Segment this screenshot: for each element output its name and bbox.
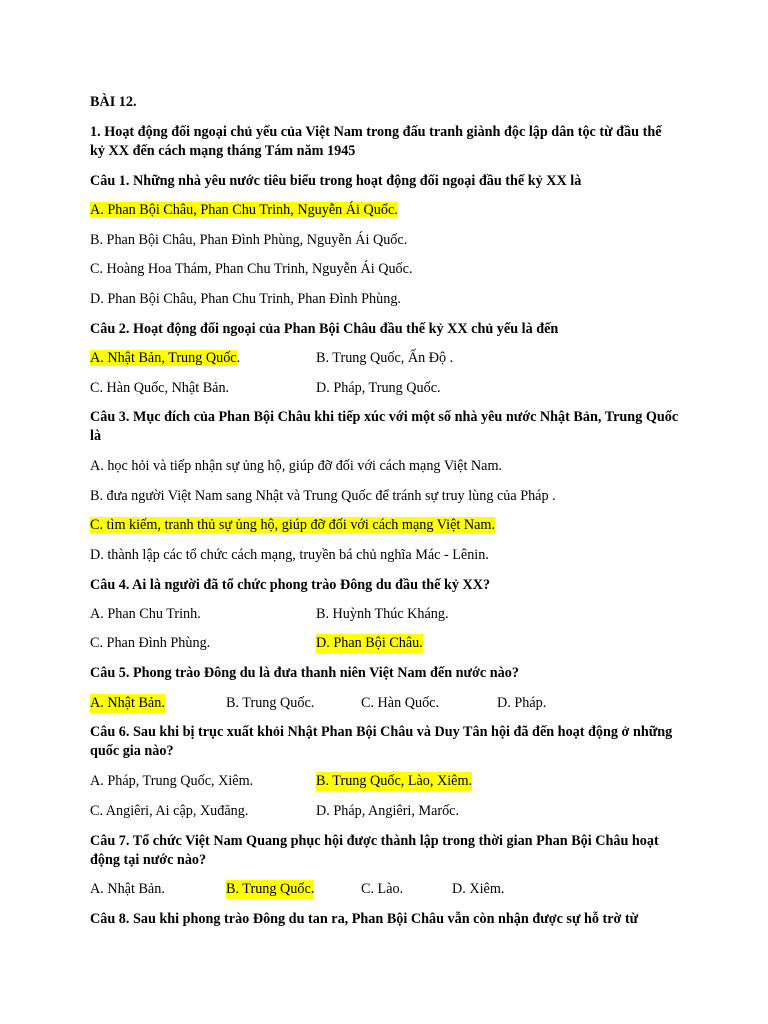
q5-answer-a: A. Nhật Bản.	[90, 695, 165, 711]
q4-answer-d: D. Phan Bội Châu.	[316, 635, 423, 651]
section-heading: 1. Hoạt động đối ngoại chủ yếu của Việt Nam trong đấu tranh giành độc lập dân tộc từ đầu thế kỷ XX đến cách mạng tháng Tám năm 1945	[90, 124, 662, 159]
q5-answer-c: C. Hàn Quốc.	[361, 695, 440, 711]
q3-answer-d: D. thành lập các tổ chức cách mạng, truyền bá chủ nghĩa Mác - Lênin.	[90, 547, 489, 563]
q7-answer-c: C. Lào.	[361, 881, 404, 897]
q2-answer-d: D. Pháp, Trung Quốc.	[316, 380, 441, 396]
question-5: Câu 5. Phong trào Đông du là đưa thanh niên Việt Nam đến nước nào?	[90, 665, 519, 681]
q6-answer-c: C. Angiêri, Ai cập, Xuđăng.	[90, 803, 249, 819]
q1-answer-c: C. Hoàng Hoa Thám, Phan Chu Trinh, Nguyễn Ái Quốc.	[90, 261, 413, 277]
q6-answer-b: B. Trung Quốc, Lào, Xiêm.	[316, 773, 473, 789]
lesson-title: BÀI 12.	[90, 94, 137, 110]
q5-answer-b: B. Trung Quốc.	[226, 695, 315, 711]
q6-answer-a: A. Pháp, Trung Quốc, Xiêm.	[90, 773, 254, 789]
q2-answer-a-tail: .	[236, 350, 241, 366]
q1-answer-a: A. Phan Bội Châu, Phan Chu Trinh, Nguyễn Ái Quốc.	[90, 202, 398, 218]
q1-answer-d: D. Phan Bội Châu, Phan Chu Trinh, Phan Đình Phùng.	[90, 291, 401, 307]
q3-answer-c: C. tìm kiếm, tranh thủ sự ủng hộ, giúp đỡ đối với cách mạng Việt Nam.	[90, 517, 495, 533]
question-7: Câu 7. Tổ chức Việt Nam Quang phục hội được thành lập trong thời gian Phan Bội Châu hoạt động tại nước nào?	[90, 833, 659, 868]
q3-answer-a: A. học hỏi và tiếp nhận sự ủng hộ, giúp đỡ đối với cách mạng Việt Nam.	[90, 458, 503, 474]
q7-answer-a: A. Nhật Bản.	[90, 881, 165, 897]
q4-answer-a: A. Phan Chu Trinh.	[90, 606, 201, 622]
question-4: Câu 4. Ai là người đã tổ chức phong trào Đông du đầu thế kỷ XX?	[90, 577, 491, 593]
q2-answer-c: C. Hàn Quốc, Nhật Bản.	[90, 380, 230, 396]
question-8: Câu 8. Sau khi phong trào Đông du tan ra, Phan Bội Châu vẫn còn nhận được sự hỗ trờ từ	[90, 911, 639, 927]
question-2: Câu 2. Hoạt động đối ngoại của Phan Bội Châu đầu thế kỷ XX chủ yếu là đến	[90, 321, 559, 337]
question-6: Câu 6. Sau khi bị trục xuất khỏi Nhật Phan Bội Châu và Duy Tân hội đã đến hoạt động ở những quốc gia nào?	[90, 724, 673, 759]
q2-answer-b: B. Trung Quốc, Ấn Độ .	[316, 350, 454, 366]
q7-answer-b: B. Trung Quốc.	[226, 881, 315, 897]
q4-answer-b: B. Huỳnh Thúc Kháng.	[316, 606, 449, 622]
q6-answer-d: D. Pháp, Angiêri, Marốc.	[316, 803, 460, 819]
q7-answer-d: D. Xiêm.	[452, 881, 505, 897]
q3-answer-b: B. đưa người Việt Nam sang Nhật và Trung Quốc để tránh sự truy lùng của Pháp .	[90, 488, 556, 504]
q4-answer-c: C. Phan Đình Phùng.	[90, 635, 211, 651]
q2-answer-a: A. Nhật Bản, Trung Quốc	[90, 350, 237, 366]
question-3: Câu 3. Mục đích của Phan Bội Châu khi tiếp xúc với một số nhà yêu nước Nhật Bản, Trung Quốc là	[90, 409, 679, 444]
q1-answer-b: B. Phan Bội Châu, Phan Đình Phùng, Nguyễn Ái Quốc.	[90, 232, 408, 248]
question-1: Câu 1. Những nhà yêu nước tiêu biểu trong hoạt động đối ngoại đầu thế kỷ XX là	[90, 173, 582, 189]
q5-answer-d: D. Pháp.	[497, 695, 547, 711]
